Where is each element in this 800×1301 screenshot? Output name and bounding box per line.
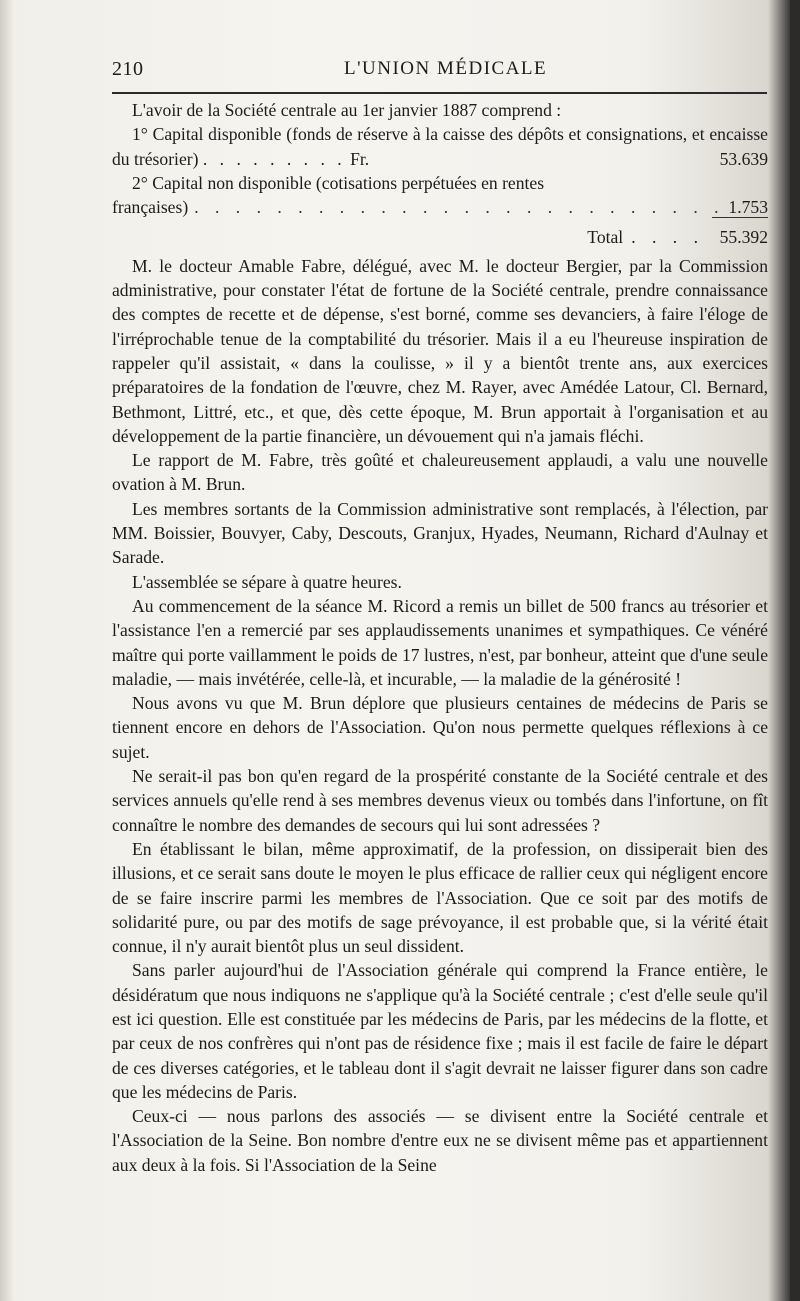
running-title: L'UNION MÉDICALE (344, 58, 548, 79)
page-gutter-shadow (0, 0, 14, 1301)
funds-total-row (112, 225, 768, 249)
paragraph: Sans parler aujourd'hui de l'Association générale qui comprend la France entière, le désidératum que nous indiquons ne s'applique qu'à la Société centrale ; c'est d'elle seule qu'il est ici question. Elle est constituée par les médecins de Paris, par les médecins de la flotte, et par ceux de nos confrères qui n'ont pas de résidence fixe ; mais il est facile de faire le départ de ces diverses catégories, et le tableau dont il s'agit devrait ne laisser figurer dans son cadre que les médecins de Paris. (112, 960, 768, 1102)
page-header (112, 58, 772, 88)
funds-intro: L'avoir de la Société centrale au 1er janvier 1887 comprend : (132, 100, 562, 120)
paragraph: M. le docteur Amable Fabre, délégué, avec M. le docteur Bergier, par la Commission administrative, pour constater l'état de fortune de la Société centrale, prendre connaissance des comptes de recette et de dépense, s'est borné, comme ses devanciers, à faire l'éloge de l'irréprochable tenue de la comptabilité du trésorier. Mais il a eu l'heureuse inspiration de rappeler qu'il assistait, « dans la coulisse, » il y a bientôt trente ans, aux exercices préparatoires de la fondation de l'œuvre, chez M. Rayer, avec Amédée Latour, Cl. Bernard, Bethmont, Littré, etc., et que, dès cette époque, M. Brun apportait à l'organisation et au développement de la partie financière, un dévouement qui n'a jamais fléchi. (112, 255, 768, 446)
fund-item-2-text: 2° Capital non disponible (cotisations perpétuées en rentes (132, 172, 545, 193)
fund-item-1-text: 1° Capital disponible (fonds de réserve à la caisse des dépôts et consignations, et encaisse du trésorier) (112, 124, 768, 169)
total-amount: 55.392 (719, 227, 768, 248)
paragraph: En établissant le bilan, même approximatif, de la profession, on dissiperait bien des illusions, et ce serait sans doute le moyen le plus efficace de rallier ceux qui négligent encore de se faire inscrire parmi les membres de l'Association. Que ce soit par des motifs de solidarité pure, ou par des motifs de sage prévoyance, il est probable que, si la vérité était connue, il n'y aurait bientôt plus un seul dissident. (112, 838, 768, 957)
fund-item-1-leader: . . . . . . . . . (202, 148, 346, 169)
fund-item-1-currency: Fr. (350, 148, 370, 169)
page-binding-edge (790, 0, 800, 1301)
paragraph: Nous avons vu que M. Brun déplore que plusieurs centaines de médecins de Paris se tiennent encore en dehors de l'Association. Qu'on nous permette quelques réflexions à ce sujet. (112, 693, 768, 762)
fund-item-2-amount: 1.753 (728, 197, 768, 218)
paragraph: Le rapport de M. Fabre, très goûté et chaleureusement applaudi, a valu une nouvelle ovation à M. Brun. (112, 450, 768, 495)
total-rule (712, 217, 768, 218)
total-label: Total (587, 227, 624, 248)
paragraph: L'assemblée se sépare à quatre heures. (132, 571, 402, 592)
paragraph: Ne serait-il pas bon qu'en regard de la prospérité constante de la Société centrale et des services annuels qu'elle rend à ses membres devenus vieux ou tombés dans l'infortune, on fît connaître le nombre des demandes de secours qui lui sont adressées ? (112, 766, 768, 835)
article-body (112, 98, 768, 1177)
fund-item-2-text-cont: françaises) (112, 197, 189, 218)
fund-item-2-row (112, 195, 768, 219)
paragraph: Ceux-ci — nous parlons des associés — se divisent entre la Société centrale et l'Association de la Seine. Bon nombre d'entre eux ne se divisent même pas et appartiennent aux deux à la fois. Si l'Association de la Seine (112, 1106, 768, 1175)
fund-item-1-amount: 53.639 (719, 148, 768, 169)
paragraph: Les membres sortants de la Commission administrative sont remplacés, à l'élection, par MM. Boissier, Bouvyer, Caby, Descouts, Granjux, Hyades, Neumann, Richard d'Aulnay et Sarade. (112, 498, 768, 568)
page-number: 210 (112, 58, 144, 80)
total-leader: . . . . (631, 227, 704, 248)
fund-item-1 (112, 122, 768, 171)
header-rule (112, 92, 767, 94)
paragraph: Au commencement de la séance M. Ricord a remis un billet de 500 francs au trésorier et l'assistance l'en a remercié par ses applaudissements unanimes et sympathiques. Ce vénéré maître qui porte vaillamment le poids de 17 lustres, n'est, par bonheur, atteint que d'une seule maladie, — mais invétérée, celle-là, et incurable, — la maladie de la générosité ! (112, 595, 768, 689)
fund-item-2-leader: . . . . . . . . . . . . . . . . . . . . . . . . . . (194, 197, 725, 218)
total-amount-cell (712, 225, 768, 249)
